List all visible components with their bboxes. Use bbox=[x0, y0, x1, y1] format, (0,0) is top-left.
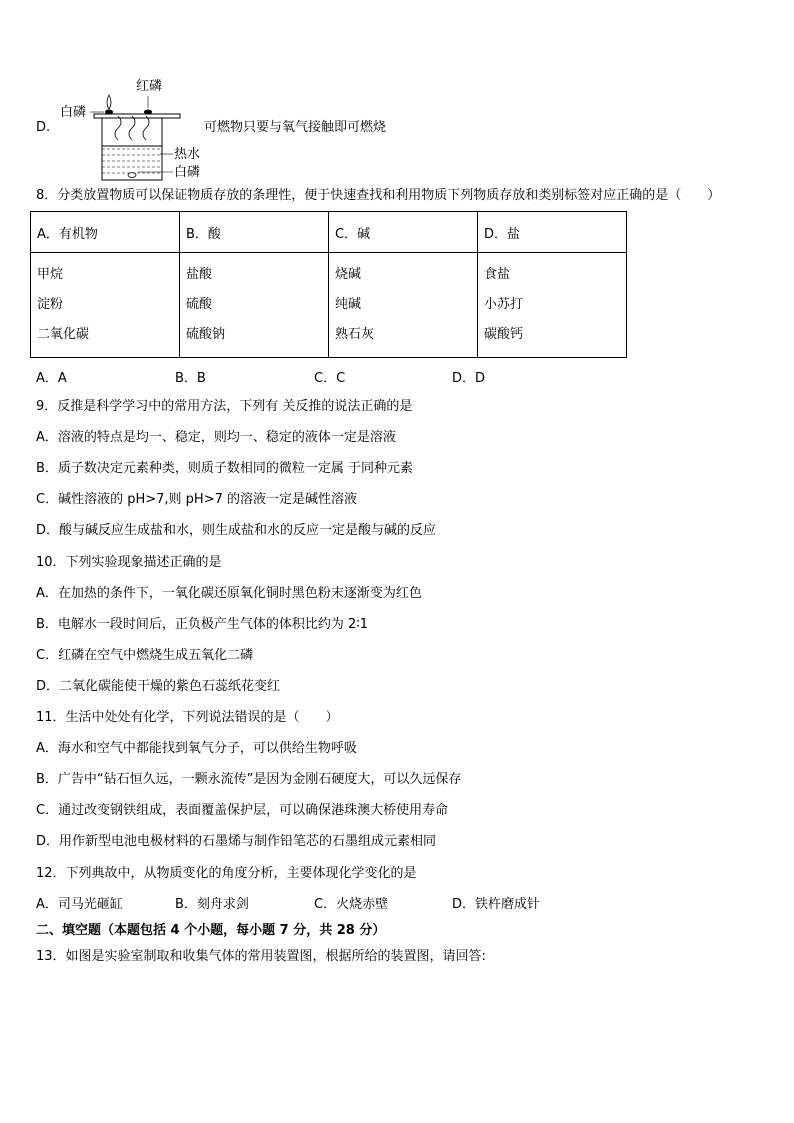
table-item: 小苏打 bbox=[484, 297, 524, 312]
table-item: 烧碱 bbox=[335, 267, 362, 282]
table-cell bbox=[180, 253, 329, 358]
q12-option-a[interactable]: A．司马光砸缸 bbox=[36, 897, 123, 912]
table-cell bbox=[31, 253, 180, 358]
q7-option-d-statement: 可燃物只要与氧气接触即可燃烧 bbox=[204, 120, 387, 135]
table-item: 碳酸钙 bbox=[484, 327, 524, 342]
label-red-phosphorus: 红磷 bbox=[136, 79, 163, 94]
table-header-cell: A．有机物 bbox=[31, 212, 180, 253]
table-item: 硫酸钠 bbox=[186, 327, 226, 342]
q10-option-b[interactable]: B．电解水一段时间后，正负极产生气体的体积比约为 2∶1 bbox=[36, 617, 368, 632]
q10-option-c[interactable]: C．红磷在空气中燃烧生成五氧化二磷 bbox=[36, 648, 254, 663]
q9-option-b[interactable]: B．质子数决定元素种类，则质子数相同的微粒一定属 于同种元素 bbox=[36, 461, 414, 476]
table-item: 纯碱 bbox=[335, 297, 362, 312]
section-2-heading: 二、填空题（本题包括 4 个小题，每小题 7 分，共 28 分） bbox=[36, 923, 386, 938]
q8-option-d[interactable]: D．D bbox=[452, 371, 486, 386]
q11-stem: 11．生活中处处有化学，下列说法错误的是（ ） bbox=[36, 710, 339, 725]
table-item: 盐酸 bbox=[186, 267, 213, 282]
q8-option-c[interactable]: C．C bbox=[314, 371, 346, 386]
table-header-row bbox=[31, 212, 627, 253]
q11-option-a[interactable]: A．海水和空气中都能找到氧气分子，可以供给生物呼吸 bbox=[36, 741, 357, 756]
q12-stem: 12．下列典故中，从物质变化的角度分析，主要体现化学变化的是 bbox=[36, 866, 417, 881]
q11-option-b[interactable]: B．广告中“钻石恒久远，一颗永流传”是因为金刚石硬度大，可以久远保存 bbox=[36, 772, 462, 787]
label-white-phosphorus-top: 白磷 bbox=[60, 105, 87, 120]
table-row bbox=[31, 253, 627, 358]
q8-stem: 8．分类放置物质可以保证物质存放的条理性，便于快速查找和利用物质下列物质存放和类别标签对应正确的是（ ） bbox=[36, 188, 721, 203]
q8-option-b[interactable]: B．B bbox=[175, 371, 206, 386]
q10-option-d[interactable]: D．二氧化碳能使干燥的紫色石蕊纸花变红 bbox=[36, 679, 281, 694]
table-item: 熟石灰 bbox=[335, 327, 375, 342]
q12-option-b[interactable]: B．刻舟求剑 bbox=[175, 897, 249, 912]
q12-option-d[interactable]: D．铁杵磨成针 bbox=[452, 897, 541, 912]
q7-option-d-letter: D. bbox=[36, 120, 51, 135]
table-item: 甲烷 bbox=[37, 267, 64, 282]
q10-option-a[interactable]: A．在加热的条件下，一氧化碳还原氧化铜时黑色粉末逐渐变为红色 bbox=[36, 586, 422, 601]
label-hot-water: 热水 bbox=[174, 147, 201, 162]
table-header-cell: B．酸 bbox=[180, 212, 329, 253]
q9-option-a[interactable]: A．溶液的特点是均一、稳定，则均一、稳定的液体一定是溶液 bbox=[36, 430, 396, 445]
q11-option-c[interactable]: C．通过改变钢铁组成，表面覆盖保护层，可以确保港珠澳大桥使用寿命 bbox=[36, 803, 449, 818]
q9-option-d[interactable]: D．酸与碱反应生成盐和水，则生成盐和水的反应一定是酸与碱的反应 bbox=[36, 523, 437, 538]
q11-option-d[interactable]: D．用作新型电池电极材料的石墨烯与制作铅笔芯的石墨组成元素相同 bbox=[36, 834, 437, 849]
q9-option-c[interactable]: C．碱性溶液的 pH>7,则 pH>7 的溶液一定是碱性溶液 bbox=[36, 492, 357, 507]
q13-stem: 13．如图是实验室制取和收集气体的常用装置图，根据所给的装置图，请回答: bbox=[36, 949, 486, 964]
q9-stem: 9．反推是科学学习中的常用方法，下列有 关反推的说法正确的是 bbox=[36, 399, 413, 414]
table-item: 硫酸 bbox=[186, 297, 213, 312]
table-header-cell: D．盐 bbox=[478, 212, 627, 253]
q12-option-c[interactable]: C．火烧赤壁 bbox=[314, 897, 389, 912]
table-item: 二氧化碳 bbox=[37, 327, 90, 342]
table-item: 淀粉 bbox=[37, 297, 64, 312]
label-white-phosphorus-bottom: 白磷 bbox=[174, 165, 201, 180]
table-cell bbox=[478, 253, 627, 358]
white-phosphorus-hot-water-apparatus bbox=[60, 76, 220, 186]
q8-option-a[interactable]: A．A bbox=[36, 371, 67, 386]
classification-table bbox=[30, 211, 627, 358]
table-cell bbox=[329, 253, 478, 358]
table-item: 食盐 bbox=[484, 267, 511, 282]
q10-stem: 10．下列实验现象描述正确的是 bbox=[36, 555, 222, 570]
table-header-cell: C．碱 bbox=[329, 212, 478, 253]
